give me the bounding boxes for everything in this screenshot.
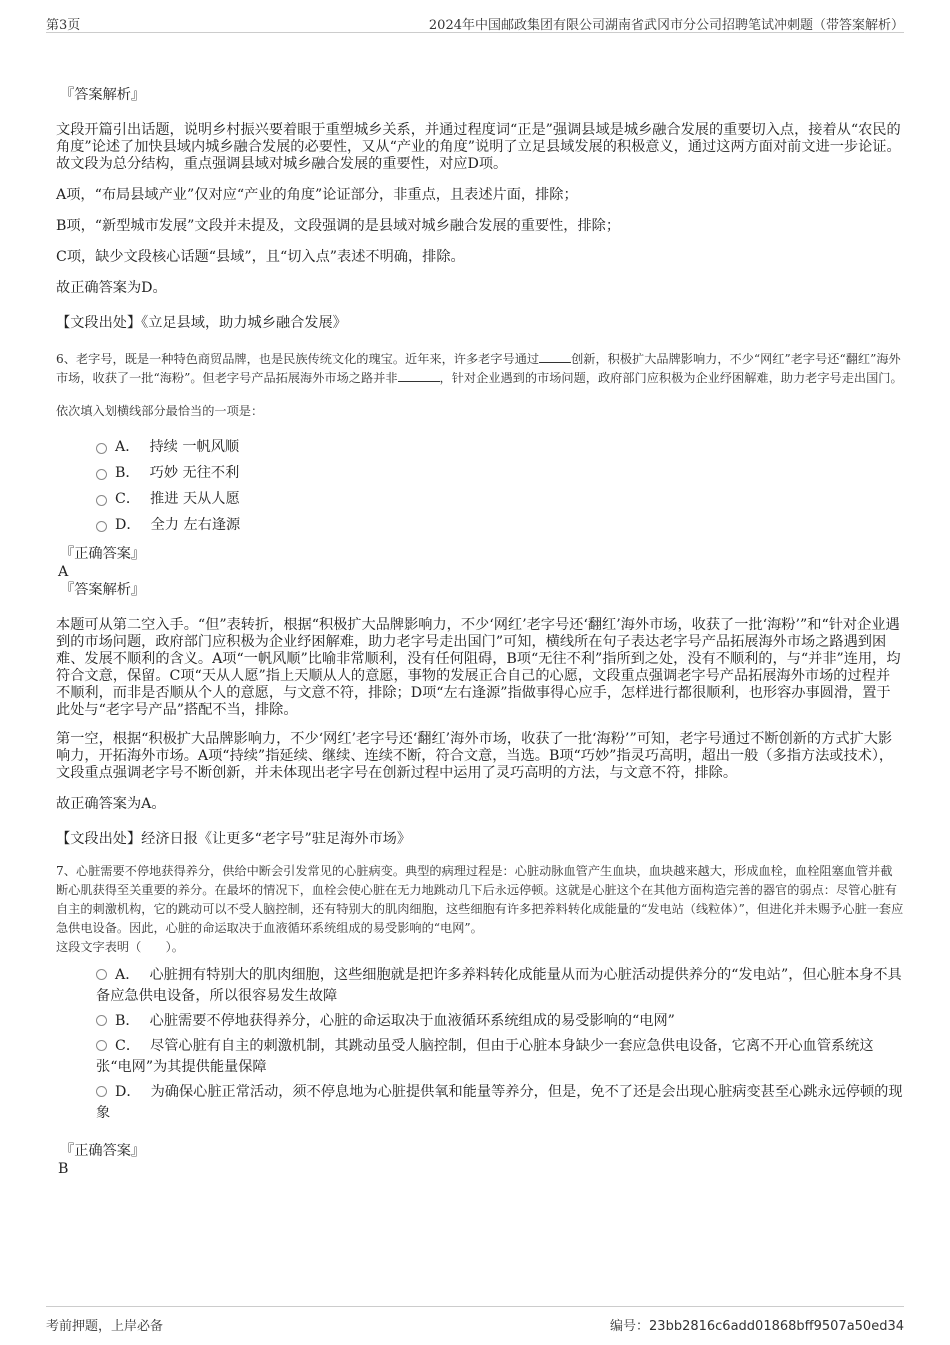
radio-icon[interactable] xyxy=(96,469,107,480)
analysis-paragraph: 文段开篇引出话题，说明乡村振兴要着眼于重塑城乡关系，并通过程度词“正是”强调县域是城乡融合发展的重要切入点，接着从“农民的角度”论述了加快县域内城乡融合发展的必要性，又从“产业的角度”说明了立足县域发展的积极意义，通过这两方面对前文进一步论证。故文段为总分结构，重点强调县域对城乡融合发展的重要性，对应D项。 xyxy=(56,122,901,172)
analysis-label: 『答案解析』 xyxy=(60,582,146,598)
page-footer xyxy=(46,1306,904,1337)
correct-answer-label: 『正确答案』 xyxy=(60,1143,146,1159)
radio-icon[interactable] xyxy=(96,495,107,506)
answer-statement: 故正确答案为D。 xyxy=(56,280,167,296)
analysis-paragraph: 本题可从第二空入手。“但”表转折，根据“积极扩大品牌影响力，不少‘网红’老字号还‘翻红’海外市场，收获了一批‘海粉’”和“针对企业遇到的市场问题，政府部门应积极为企业纾困解难，助力老字号走出国门”可知，横线所在句子表达老字号产品拓展海外市场之路遇到困难、发展不顺利的含义。A项“一帆风顺”比喻非常顺利，没有任何阻碍，B项“无往不利”指所到之处，没有不顺利的，与“并非”连用，均符合文意，保留。C项“天从人愿”指上天顺从人的意愿，事物的发展正合自己的心愿，文段重点强调老字号产品拓展海外市场的过程并不顺利，而非是否顺从个人的意愿，与文意不符，排除；D项“左右逢源”指做事得心应手，怎样进行都很顺利，也形容办事圆滑，置于此处与“老字号产品”搭配不当，排除。 xyxy=(56,617,901,718)
fill-blank xyxy=(539,350,571,363)
correct-answer: A xyxy=(58,564,69,580)
option-d[interactable] xyxy=(96,511,904,537)
option-list xyxy=(96,965,904,1124)
option-text: 巧妙 无往不利 xyxy=(149,465,240,481)
code-label: 编号： xyxy=(610,1319,650,1334)
option-b[interactable] xyxy=(96,1011,904,1032)
source-citation: 【文段出处】经济日报《让更多“老字号”驻足海外市场》 xyxy=(56,831,412,847)
stem-part: 创新，积极扩大品牌影响力，不少“网红”老字号还“翻红”海外市场，收获了一批“海粉”。但老字号产品拓展海外市场之路并非 xyxy=(56,352,901,385)
fill-blank xyxy=(398,369,440,382)
code-value: 23bb2816c6add01868bff9507a50ed34 xyxy=(649,1319,904,1334)
analysis-paragraph: A项，“布局县域产业”仅对应“产业的角度”论证部分，非重点，且表述片面，排除； xyxy=(56,187,578,203)
footer-slogan: 考前押题，上岸必备 xyxy=(46,1319,164,1334)
source-citation: 【文段出处】《立足县域，助力城乡融合发展》 xyxy=(56,315,347,331)
option-key: D． xyxy=(115,1084,141,1100)
analysis-paragraph: C项，缺少文段核心话题“县域”，且“切入点”表述不明确，排除。 xyxy=(56,249,465,265)
option-text: 尽管心脏有自主的刺激机制，其跳动虽受人脑控制，但由于心脏本身缺少一套应急供电设备，它离不开心血管系统这张“电网”为其提供能量保障 xyxy=(96,1038,874,1075)
option-text: 推进 天从人愿 xyxy=(150,491,240,507)
option-a[interactable] xyxy=(96,433,904,459)
option-key: B． xyxy=(115,465,140,481)
radio-icon[interactable] xyxy=(96,1086,107,1097)
option-c[interactable] xyxy=(96,1036,904,1078)
analysis-paragraph: 第一空，根据“积极扩大品牌影响力，不少‘网红’老字号还‘翻红’海外市场，收获了一批‘海粉’”可知，老字号通过不断创新的方式扩大影响力，开拓海外市场。A项“持续”指延续、继续、连续不断，符合文意，当选。B项“巧妙”指灵巧高明，超出一般（多指方法或技术），文段重点强调老字号不断创新，并未体现出老字号在创新过程中运用了灵巧高明的方法，与文意不符，排除。 xyxy=(56,731,894,781)
option-key: C． xyxy=(115,1038,141,1054)
option-a[interactable] xyxy=(96,965,904,1007)
page-number: 第3页 xyxy=(46,18,81,33)
radio-icon[interactable] xyxy=(96,1040,107,1051)
option-text: 心脏需要不停地获得养分，心脏的命运取决于血液循环系统组成的易受影响的“电网” xyxy=(149,1013,675,1029)
radio-icon[interactable] xyxy=(96,969,107,980)
radio-icon[interactable] xyxy=(96,1015,107,1026)
radio-icon[interactable] xyxy=(96,521,107,532)
page-content xyxy=(56,86,904,1178)
option-text: 全力 左右逢源 xyxy=(150,517,241,533)
option-key: B． xyxy=(115,1013,140,1029)
document-title: 2024年中国邮政集团有限公司湖南省武冈市分公司招聘笔试冲刺题（带答案解析） xyxy=(428,18,904,33)
correct-answer: B xyxy=(58,1161,69,1177)
question-stem xyxy=(56,350,904,388)
question-stem: 7、心脏需要不停地获得养分，供给中断会引发常见的心脏病变。典型的病理过程是：心脏动脉血管产生血块，血块越来越大，形成血栓，血栓阻塞血管并截断心肌获得至关重要的养分。在最坏的情况下，血栓会使心脏在无力地跳动几下后永远停顿。这就是心脏这个在其他方面构造完善的器官的弱点：尽管心脏有自主的刺激机构，它的跳动可以不受人脑控制，还有特别大的肌肉细胞，这些细胞有许多把养料转化成能量的“发电站（线粒体）”，但进化并未赐予心脏一套应急供电设备。因此，心脏的命运取决于血液循环系统组成的易受影响的“电网”。 xyxy=(56,864,904,935)
radio-icon[interactable] xyxy=(96,443,107,454)
stem-part: 6、老字号，既是一种特色商贸品牌，也是民族传统文化的瑰宝。近年来，许多老字号通过 xyxy=(56,352,540,366)
question-prompt: 这段文字表明（ ）。 xyxy=(56,940,184,954)
option-text: 心脏拥有特别大的肌肉细胞，这些细胞就是把许多养料转化成能量从而为心脏活动提供养分的“发电站”，但心脏本身不具备应急供电设备，所以很容易发生故障 xyxy=(96,967,902,1004)
page-header xyxy=(46,10,904,33)
document-code xyxy=(610,1315,904,1334)
option-b[interactable] xyxy=(96,459,904,485)
option-key: A． xyxy=(115,439,140,455)
analysis-label: 『答案解析』 xyxy=(60,87,146,103)
option-text: 为确保心脏正常活动，须不停息地为心脏提供氧和能量等养分，但是，免不了还是会出现心脏病变甚至心跳永远停顿的现象 xyxy=(96,1084,903,1121)
option-list xyxy=(96,433,904,537)
option-d[interactable] xyxy=(96,1082,904,1124)
option-key: C． xyxy=(115,491,141,507)
correct-answer-label: 『正确答案』 xyxy=(60,546,146,562)
option-key: D． xyxy=(115,517,141,533)
question-prompt: 依次填入划横线部分最恰当的一项是： xyxy=(56,404,264,418)
answer-statement: 故正确答案为A。 xyxy=(56,796,166,812)
stem-part: ，针对企业遇到的市场问题，政府部门应积极为企业纾困解难，助力老字号走出国门。 xyxy=(439,371,903,385)
analysis-paragraph: B项，“新型城市发展”文段并未提及，文段强调的是县域对城乡融合发展的重要性，排除； xyxy=(56,218,621,234)
option-text: 持续 一帆风顺 xyxy=(149,439,240,455)
option-c[interactable] xyxy=(96,485,904,511)
option-key: A． xyxy=(115,967,140,983)
